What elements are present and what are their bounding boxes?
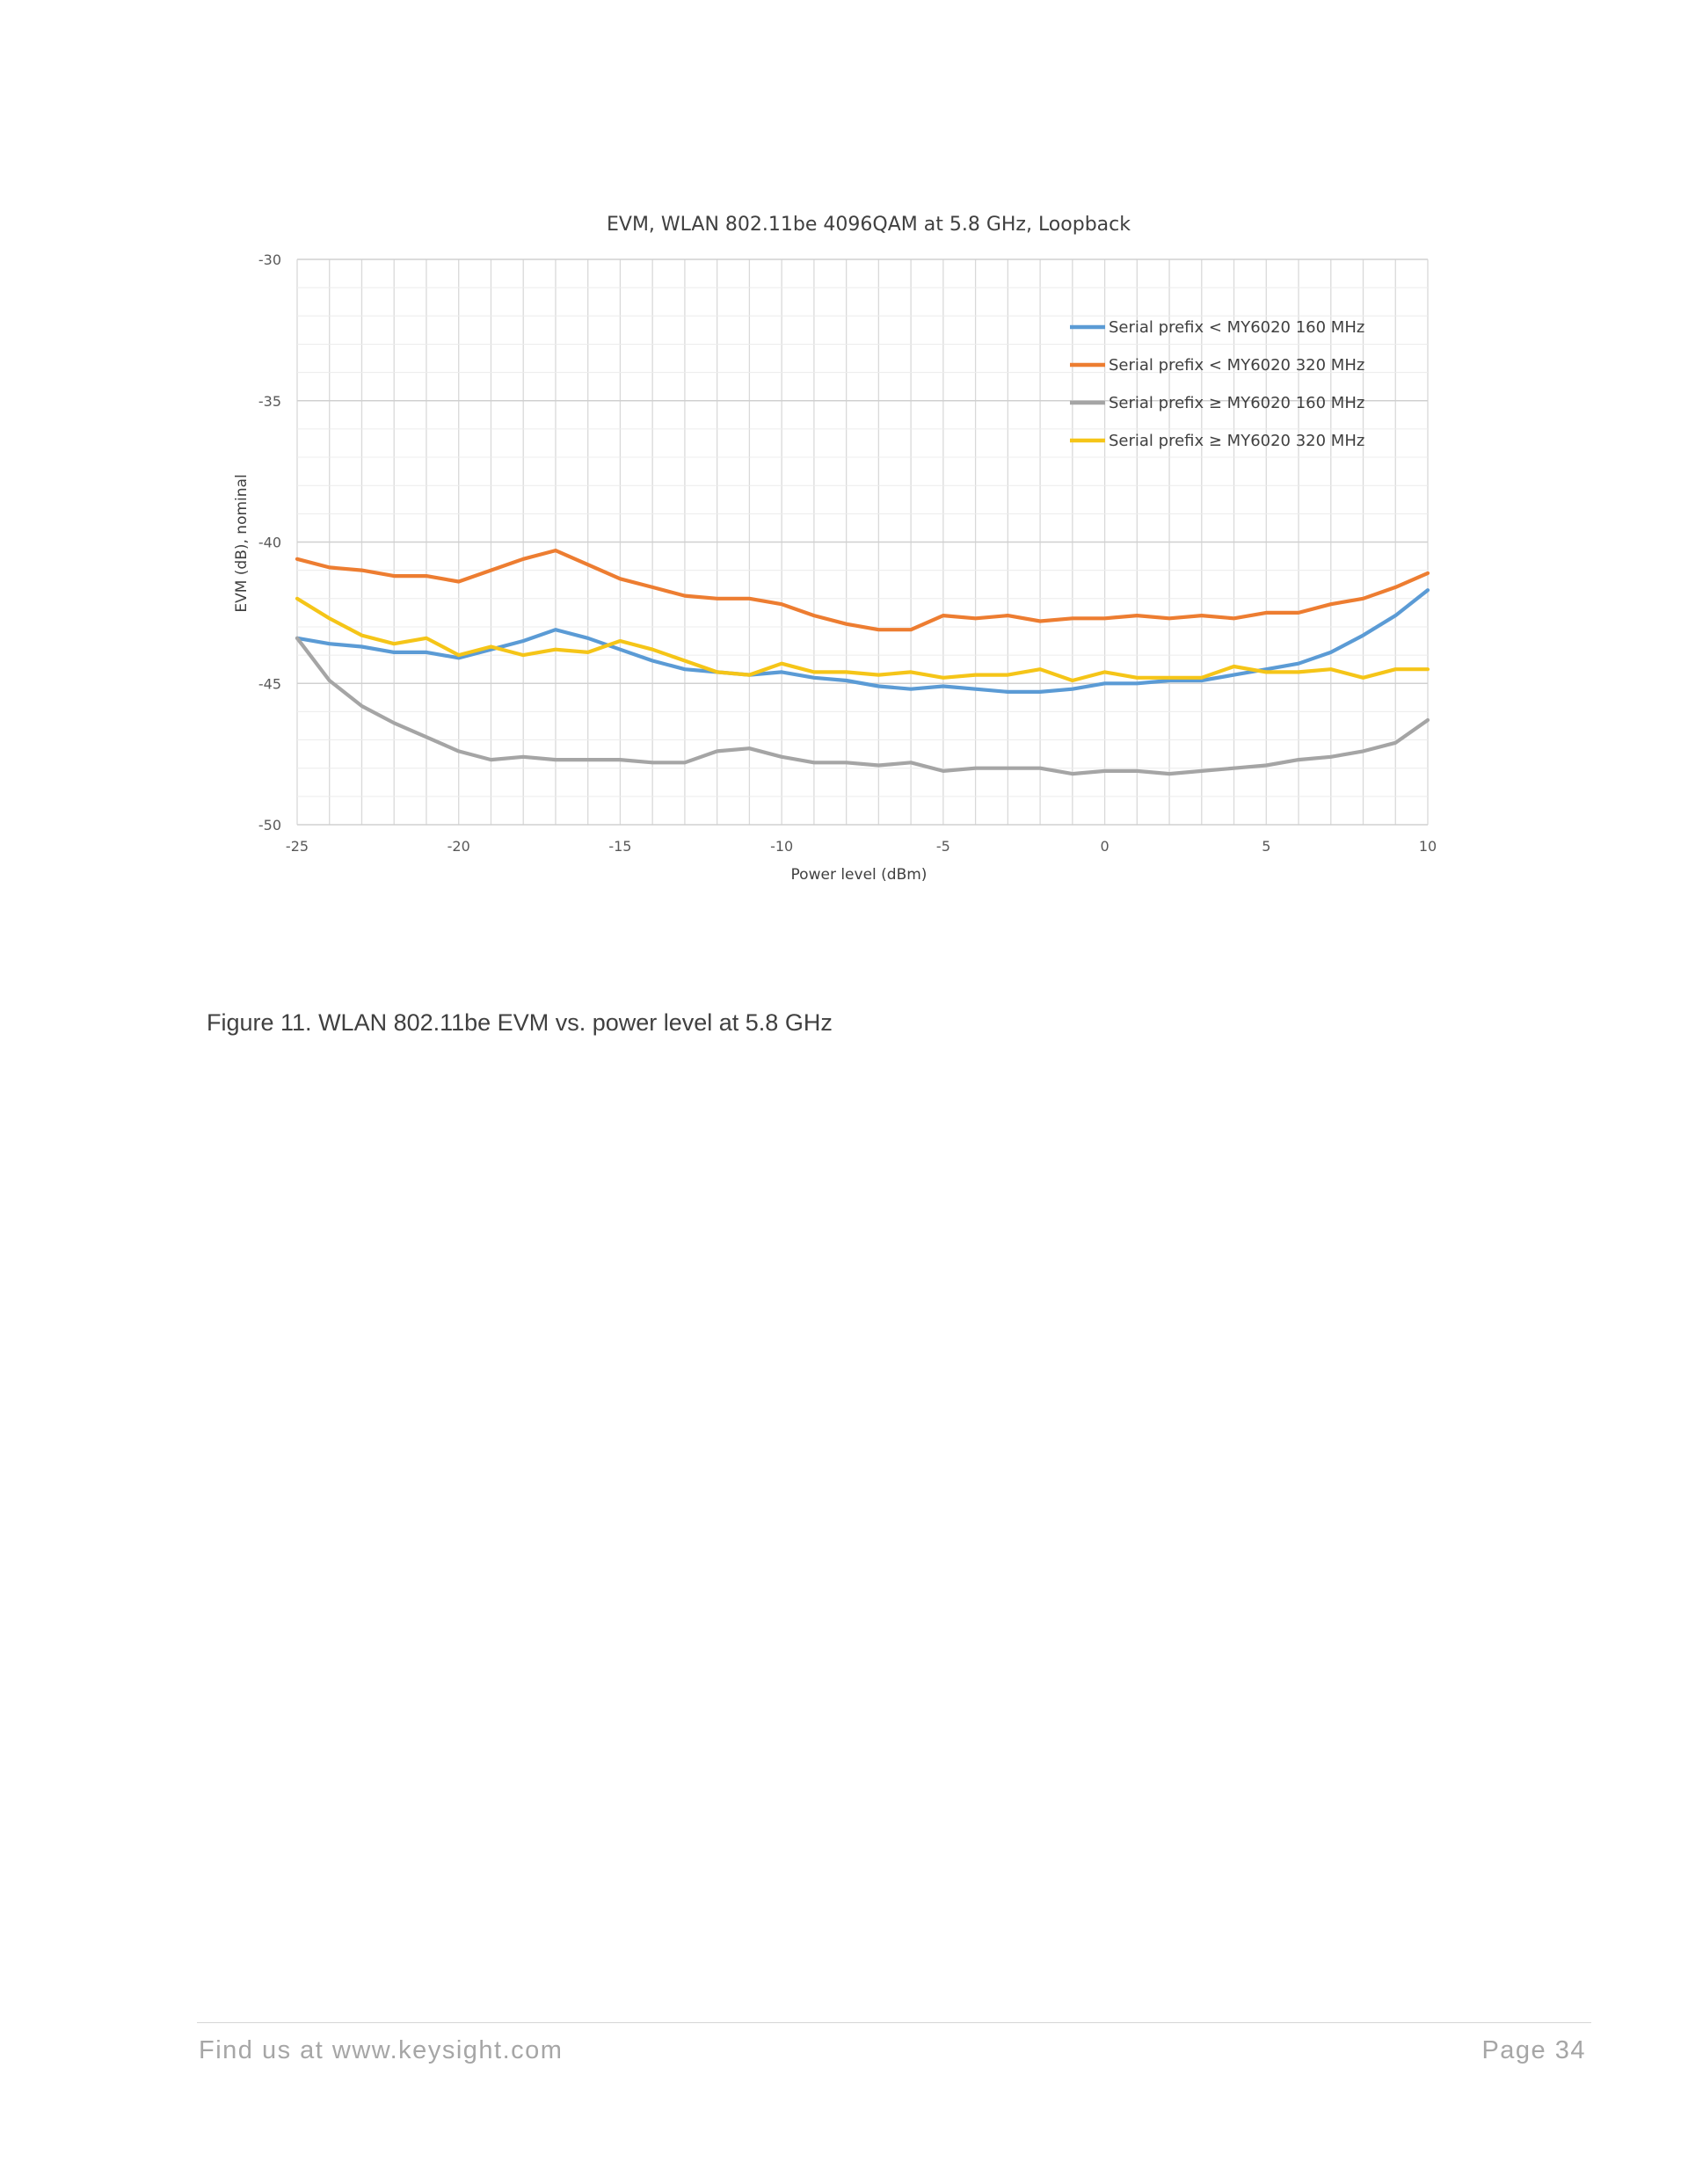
y-tick-label: -50	[258, 817, 281, 834]
chart-title: EVM, WLAN 802.11be 4096QAM at 5.8 GHz, Loopback	[607, 214, 1131, 236]
x-tick-label: -15	[608, 838, 632, 855]
x-tick-label: 0	[1100, 838, 1110, 855]
y-axis-label: EVM (dB), nominal	[233, 474, 251, 613]
y-tick-labels	[258, 251, 281, 834]
legend-label-1: Serial prefix < MY6020 160 MHz	[1109, 318, 1365, 337]
x-tick-label: 5	[1262, 838, 1271, 855]
chart-grid	[297, 259, 1428, 825]
x-tick-label: 10	[1418, 838, 1437, 855]
y-tick-label: -30	[258, 251, 281, 268]
y-tick-label: -35	[258, 392, 281, 410]
series-line-3	[297, 638, 1428, 774]
evm-chart	[0, 0, 1688, 950]
series-line-1	[297, 590, 1428, 692]
footer-page-number: Page 34	[1481, 2036, 1586, 2064]
x-tick-label: -25	[285, 838, 309, 855]
x-tick-label: -20	[447, 838, 470, 855]
chart-legend	[1070, 318, 1364, 450]
legend-label-2: Serial prefix < MY6020 320 MHz	[1109, 356, 1365, 375]
x-tick-label: -5	[935, 838, 950, 855]
series-line-2	[297, 550, 1428, 630]
legend-label-4: Serial prefix ≥ MY6020 320 MHz	[1109, 432, 1365, 450]
y-tick-label: -45	[258, 675, 281, 693]
footer-site-link[interactable]: Find us at www.keysight.com	[199, 2036, 564, 2064]
x-tick-labels	[286, 838, 1437, 855]
figure-caption: Figure 11. WLAN 802.11be EVM vs. power level at 5.8 GHz	[207, 1009, 833, 1036]
legend-label-3: Serial prefix ≥ MY6020 160 MHz	[1109, 394, 1365, 412]
series-line-4	[297, 599, 1428, 681]
x-axis-label: Power level (dBm)	[790, 866, 928, 884]
x-tick-label: -10	[770, 838, 794, 855]
y-tick-label: -40	[258, 534, 281, 551]
footer-divider	[197, 2022, 1591, 2023]
